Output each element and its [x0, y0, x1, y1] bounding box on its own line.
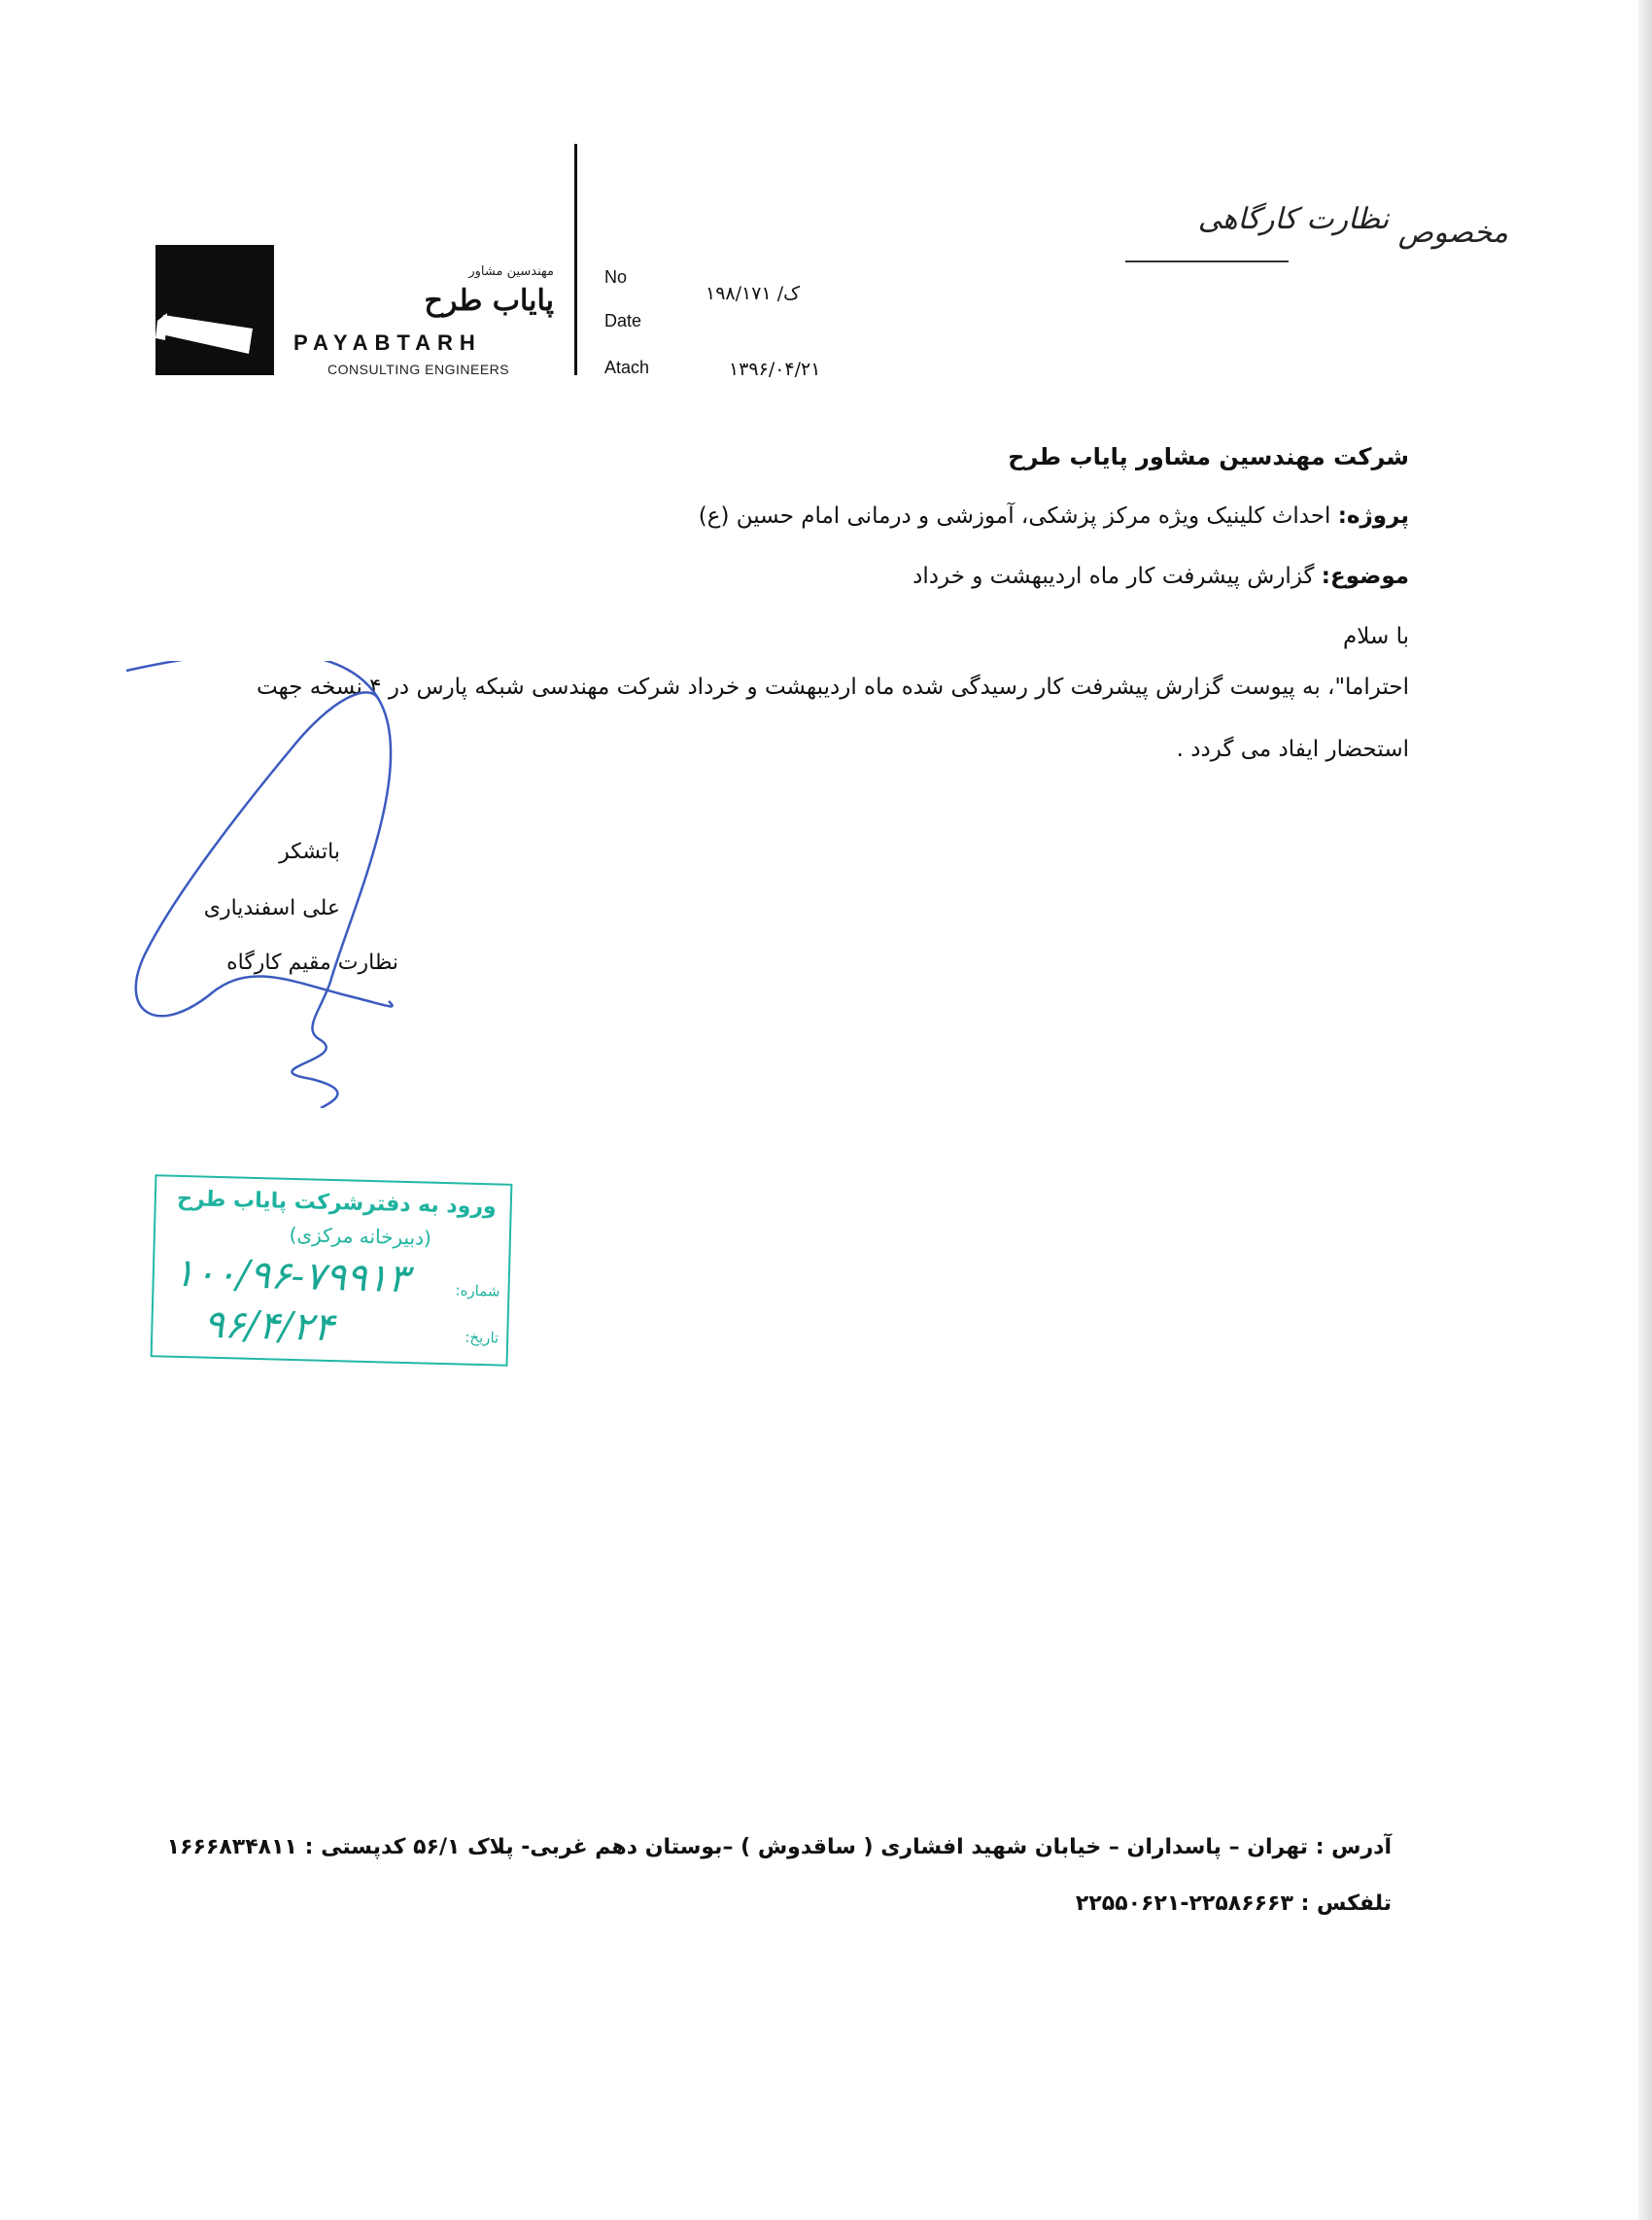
- subject-text: گزارش پیشرفت کار ماه اردیبهشت و خرداد: [912, 564, 1315, 589]
- stamp-date-value: ۹۶/۴/۲۴: [202, 1301, 335, 1351]
- footer-fax: تلفکس : ۲۲۵۸۶۶۶۳-۲۲۵۵۰۶۲۱: [1075, 1891, 1392, 1916]
- body-line-1: احتراما"، به پیوست گزارش پیشرفت کار رسیدگی شده ماه اردیبهشت و خرداد شرکت مهندسی شبکه پارس در ۴ نسخه جهت: [257, 675, 1409, 700]
- closing: باتشکر: [279, 840, 340, 864]
- page-edge: [1638, 0, 1652, 2220]
- subject-line: [912, 564, 1409, 589]
- stamp-number-value: ۱۰۰/۹۶-۷۹۹۱۳: [173, 1250, 410, 1302]
- handwritten-signature: [97, 661, 408, 1108]
- letter-date: ۱۳۹۶/۰۴/۲۱: [729, 359, 821, 380]
- brand-fa: پایاب طرح: [424, 284, 554, 318]
- handwritten-note: [1197, 202, 1508, 250]
- receipt-stamp: [151, 1174, 513, 1367]
- project-label: پروژه:: [1337, 503, 1409, 529]
- greeting: با سلام: [1343, 624, 1409, 649]
- handwritten-note-text: نظارت کارگاهی: [1197, 202, 1390, 236]
- handwritten-note-prefix: مخصوص: [1397, 216, 1508, 250]
- project-line: [699, 503, 1409, 529]
- body-line-2: استحضار ایفاد می گردد .: [1176, 737, 1409, 762]
- no-label: No: [604, 267, 628, 287]
- atach-label: Atach: [604, 358, 650, 377]
- signer-role: نظارت مقیم کارگاه: [226, 951, 398, 975]
- letter-number: ۱۹۸/ک/ ۱۷۱: [706, 283, 801, 304]
- stamp-title: ورود به دفترشرکت پایاب طرح: [176, 1186, 498, 1220]
- stamp-subtitle: (دبیرخانه مرکزی): [289, 1222, 432, 1250]
- subject-label: موضوع:: [1321, 564, 1409, 589]
- company-logo: [155, 245, 274, 375]
- recipient: شرکت مهندسین مشاور پایاب طرح: [1008, 443, 1409, 470]
- handwritten-underline: [1125, 260, 1289, 262]
- header-divider: [574, 144, 577, 375]
- stamp-date-label: تاریخ:: [465, 1328, 499, 1347]
- logo-mark-icon: [155, 245, 274, 375]
- stamp-number-label: شماره:: [455, 1281, 500, 1301]
- date-label: Date: [604, 311, 642, 330]
- project-text: احداث کلینیک ویژه مرکز پزشکی، آموزشی و درمانی امام حسین (ع): [698, 503, 1331, 529]
- footer-address: آدرس : تهران – پاسداران – خیابان شهید افشاری ( ساقدوش ) –بوستان دهم غربی- پلاک ۵۶/۱ کدپستی : ۱۶۶۶۸۳۴۸۱۱: [166, 1835, 1392, 1859]
- signer-name: علی اسفندیاری: [203, 896, 340, 920]
- brand-en: PAYABTARH: [293, 330, 482, 355]
- brand-fa-small: مهندسین مشاور: [468, 264, 554, 279]
- brand-subtitle: CONSULTING ENGINEERS: [327, 362, 510, 377]
